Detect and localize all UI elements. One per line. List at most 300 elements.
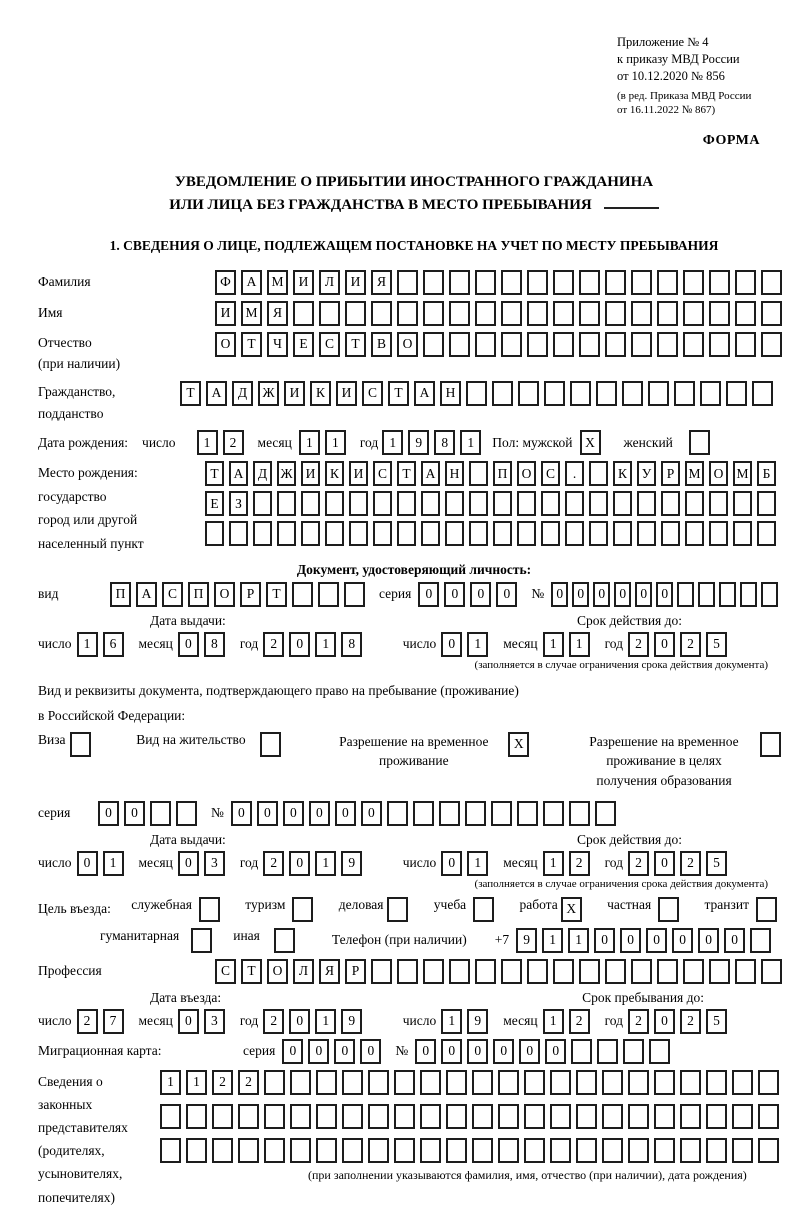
migration-series-boxes[interactable] [282, 1039, 386, 1064]
purpose-other-checkbox[interactable] [274, 928, 295, 953]
purpose-official-checkbox[interactable] [199, 897, 220, 922]
box-cell [368, 1104, 389, 1129]
box-cell [292, 582, 313, 607]
box-cell [446, 1138, 467, 1163]
phone-boxes[interactable] [516, 928, 776, 953]
box-cell [706, 1070, 727, 1095]
temp-residence-checkbox[interactable]: X [508, 732, 529, 757]
box-cell: Н [440, 381, 461, 406]
box-cell: 0 [178, 851, 199, 876]
box-cell: И [215, 301, 236, 326]
box-cell [186, 1138, 207, 1163]
purpose-humanitarian-checkbox[interactable] [191, 928, 212, 953]
box-cell: Т [388, 381, 409, 406]
box-cell: 9 [467, 1009, 488, 1034]
box-cell [709, 521, 728, 546]
surname-boxes[interactable] [215, 270, 787, 295]
birthdate-row [38, 430, 790, 455]
box-cell [757, 491, 776, 516]
issue-year-boxes[interactable] [263, 632, 367, 657]
temp-residence-edu-checkbox[interactable] [760, 732, 781, 757]
box-cell: 0 [656, 582, 673, 607]
box-cell [758, 1070, 779, 1095]
box-cell [501, 270, 522, 295]
identity-expiry-note: (заполняется в случае ограничения срока действия документа) [474, 658, 768, 671]
box-cell: 9 [408, 430, 429, 455]
visit-purpose-label: Цель въезда: [38, 901, 111, 917]
box-cell [761, 959, 782, 984]
box-cell: 1 [186, 1070, 207, 1095]
entry-year-boxes[interactable] [263, 1009, 367, 1034]
box-cell [318, 582, 339, 607]
page-title [38, 171, 790, 218]
box-cell [761, 301, 782, 326]
box-cell: 0 [572, 582, 589, 607]
box-cell [732, 1138, 753, 1163]
box-cell [493, 521, 512, 546]
expiry-month-boxes[interactable] [543, 632, 595, 657]
box-cell: М [685, 461, 704, 486]
box-cell: 0 [178, 632, 199, 657]
box-cell: 0 [283, 801, 304, 826]
box-cell: О [517, 461, 536, 486]
box-cell [602, 1104, 623, 1129]
residence-expiry-year-boxes[interactable] [628, 851, 732, 876]
box-cell: М [267, 270, 288, 295]
box-cell [553, 270, 574, 295]
box-cell [371, 301, 392, 326]
box-cell [264, 1138, 285, 1163]
birth-year-boxes[interactable] [382, 430, 486, 455]
box-cell [757, 521, 776, 546]
box-cell [579, 301, 600, 326]
box-cell [501, 301, 522, 326]
box-cell [475, 270, 496, 295]
box-cell: 0 [444, 582, 465, 607]
residence-options-row [38, 732, 790, 791]
title-line2: ИЛИ ЛИЦА БЕЗ ГРАЖДАНСТВА В МЕСТО ПРЕБЫВАНИЯ [169, 197, 592, 214]
box-cell [589, 491, 608, 516]
residence-series-boxes[interactable] [98, 801, 202, 826]
residence-expiry-day-boxes[interactable] [441, 851, 493, 876]
box-cell [680, 1104, 701, 1129]
box-cell [596, 381, 617, 406]
box-cell [570, 381, 591, 406]
box-cell: 0 [467, 1039, 488, 1064]
box-cell [421, 491, 440, 516]
residence-permit-checkbox[interactable] [260, 732, 281, 757]
box-cell: Т [241, 332, 262, 357]
identity-doc-heading: Документ, удостоверяющий личность: [296, 561, 532, 577]
box-cell: 1 [543, 851, 564, 876]
issue-month-boxes[interactable] [178, 632, 230, 657]
residence-number-boxes[interactable] [231, 801, 621, 826]
box-cell [733, 491, 752, 516]
box-cell [373, 521, 392, 546]
box-cell [524, 1138, 545, 1163]
box-cell [423, 270, 444, 295]
box-cell [735, 301, 756, 326]
box-cell: 9 [341, 1009, 362, 1034]
box-cell: П [188, 582, 209, 607]
legal-header [617, 34, 790, 117]
purpose-study-checkbox[interactable] [473, 897, 494, 922]
box-cell [654, 1104, 675, 1129]
birthplace-line1[interactable] [205, 461, 781, 486]
birthplace-line2[interactable] [205, 491, 781, 516]
residence-doc-intro1: Вид и реквизиты документа, подтверждающего право на пребывание (проживание) [38, 682, 519, 698]
box-cell: 0 [614, 582, 631, 607]
box-cell [602, 1070, 623, 1095]
box-cell: И [301, 461, 320, 486]
purpose-work: работа X [520, 897, 587, 922]
box-cell [553, 332, 574, 357]
box-cell: 0 [360, 1039, 381, 1064]
box-cell: А [229, 461, 248, 486]
box-cell: 3 [204, 1009, 225, 1034]
doc-type-boxes[interactable] [110, 582, 370, 607]
residence-issue-year-boxes[interactable] [263, 851, 367, 876]
box-cell: 0 [470, 582, 491, 607]
box-cell [524, 1104, 545, 1129]
profession-boxes[interactable] [215, 959, 787, 984]
box-cell: Т [241, 959, 262, 984]
box-cell [565, 521, 584, 546]
box-cell: Ж [258, 381, 279, 406]
purpose-work-checkbox[interactable]: X [561, 897, 582, 922]
box-cell: 1 [382, 430, 403, 455]
purpose-business: деловая [339, 897, 414, 922]
box-cell: 0 [309, 801, 330, 826]
box-cell [579, 959, 600, 984]
box-cell: 7 [103, 1009, 124, 1034]
box-cell [475, 959, 496, 984]
box-cell [527, 270, 548, 295]
box-cell: З [229, 491, 248, 516]
purpose-private-checkbox[interactable] [658, 897, 679, 922]
box-cell: 0 [672, 928, 693, 953]
birth-month-boxes[interactable] [299, 430, 351, 455]
box-cell: 0 [415, 1039, 436, 1064]
box-cell [553, 301, 574, 326]
birthplace-label: Место рождения: государство город или другой населенный пункт [38, 465, 144, 551]
box-cell: 0 [257, 801, 278, 826]
box-cell [524, 1070, 545, 1095]
box-cell [325, 521, 344, 546]
box-cell [368, 1070, 389, 1095]
box-cell [680, 1138, 701, 1163]
stay-month-boxes[interactable] [543, 1009, 595, 1034]
box-cell [527, 959, 548, 984]
box-cell [371, 959, 392, 984]
box-cell [631, 270, 652, 295]
box-cell: Е [293, 332, 314, 357]
legal-line: к приказу МВД России [617, 51, 740, 66]
box-cell [740, 582, 757, 607]
legal-subline: от 16.11.2022 № 867) [617, 103, 716, 116]
doc-number-boxes[interactable] [551, 582, 782, 607]
box-cell: В [371, 332, 392, 357]
box-cell [732, 1104, 753, 1129]
box-cell [706, 1104, 727, 1129]
box-cell: 0 [545, 1039, 566, 1064]
box-cell: 1 [315, 632, 336, 657]
representatives-line3[interactable] [160, 1138, 784, 1163]
year-label: год [359, 434, 379, 450]
box-cell [709, 270, 730, 295]
purpose-transit: транзит [704, 897, 782, 922]
box-cell [761, 332, 782, 357]
issue-day-boxes[interactable] [77, 632, 129, 657]
box-cell [527, 301, 548, 326]
box-cell [631, 959, 652, 984]
box-cell: 1 [568, 928, 589, 953]
box-cell: 0 [361, 801, 382, 826]
box-cell [628, 1070, 649, 1095]
box-cell: А [421, 461, 440, 486]
box-cell [613, 491, 632, 516]
box-cell: 0 [334, 1039, 355, 1064]
box-cell [733, 521, 752, 546]
residence-expiry-date: число 0 1 месяц 1 2 год 2 0 2 5 [403, 851, 742, 876]
box-cell [342, 1104, 363, 1129]
box-cell [446, 1070, 467, 1095]
box-cell [683, 301, 704, 326]
box-cell: Р [661, 461, 680, 486]
box-cell [423, 301, 444, 326]
purpose-official: служебная [131, 897, 225, 922]
box-cell [475, 301, 496, 326]
box-cell [420, 1138, 441, 1163]
box-cell [397, 959, 418, 984]
legal-subline: (в ред. Приказа МВД России [617, 89, 752, 102]
box-cell: 0 [724, 928, 745, 953]
patronymic-label: Отчество (при наличии) [38, 334, 121, 372]
box-cell [492, 381, 513, 406]
box-cell [501, 332, 522, 357]
representatives-row [38, 1070, 790, 1209]
box-cell [349, 521, 368, 546]
box-cell [150, 801, 171, 826]
box-cell: К [325, 461, 344, 486]
purpose-tourism-checkbox[interactable] [292, 897, 313, 922]
entry-day-boxes[interactable] [77, 1009, 129, 1034]
box-cell: Я [319, 959, 340, 984]
purpose-business-checkbox[interactable] [387, 897, 408, 922]
form-label: ФОРМА [702, 133, 760, 149]
purpose-tourism: туризм [245, 897, 318, 922]
box-cell: М [241, 301, 262, 326]
box-cell [160, 1104, 181, 1129]
box-cell: 2 [569, 851, 590, 876]
birth-day-boxes[interactable] [197, 430, 249, 455]
box-cell [472, 1138, 493, 1163]
residence-expiry-month-boxes[interactable] [543, 851, 595, 876]
box-cell [290, 1104, 311, 1129]
box-cell [449, 959, 470, 984]
box-cell [677, 582, 694, 607]
box-cell [469, 491, 488, 516]
box-cell: 1 [315, 1009, 336, 1034]
box-cell: 2 [569, 1009, 590, 1034]
box-cell [293, 301, 314, 326]
box-cell [602, 1138, 623, 1163]
visa-checkbox[interactable] [70, 732, 91, 757]
box-cell: 1 [569, 632, 590, 657]
box-cell [576, 1104, 597, 1129]
box-cell: И [349, 461, 368, 486]
entry-date-headings: Дата въезда: Срок пребывания до: [150, 989, 704, 1005]
gender-male-checkbox[interactable]: X [580, 430, 601, 455]
box-cell [541, 491, 560, 516]
title-line1: УВЕДОМЛЕНИЕ О ПРИБЫТИИ ИНОСТРАННОГО ГРАЖДАНИНА [174, 174, 654, 191]
box-cell: 1 [299, 430, 320, 455]
box-cell [498, 1104, 519, 1129]
box-cell: 0 [654, 851, 675, 876]
purpose-humanitarian: гуманитарная [100, 928, 217, 953]
entry-month-boxes[interactable] [178, 1009, 230, 1034]
box-cell [301, 491, 320, 516]
stay-year-boxes[interactable] [628, 1009, 732, 1034]
patronymic-boxes[interactable] [215, 332, 787, 357]
box-cell [472, 1104, 493, 1129]
expiry-date-heading: Срок действия до: [577, 612, 682, 628]
profession-row [38, 959, 790, 984]
entry-date: число 2 7 месяц 0 3 год 2 0 1 9 [38, 1009, 377, 1034]
box-cell [661, 521, 680, 546]
box-cell [709, 491, 728, 516]
expiry-day-boxes[interactable] [441, 632, 493, 657]
box-cell: И [336, 381, 357, 406]
box-cell: 0 [654, 1009, 675, 1034]
box-cell: 1 [325, 430, 346, 455]
residence-issue-month-boxes[interactable] [178, 851, 230, 876]
box-cell [316, 1138, 337, 1163]
box-cell: У [637, 461, 656, 486]
box-cell [397, 491, 416, 516]
box-cell [758, 1138, 779, 1163]
residence-issue-day-boxes[interactable] [77, 851, 129, 876]
box-cell [397, 270, 418, 295]
expiry-year-boxes[interactable] [628, 632, 732, 657]
box-cell [579, 332, 600, 357]
box-cell [637, 491, 656, 516]
surname-label: Фамилия [38, 274, 91, 290]
box-cell [571, 1039, 592, 1064]
box-cell [449, 332, 470, 357]
box-cell [576, 1138, 597, 1163]
box-cell [527, 332, 548, 357]
box-cell: И [293, 270, 314, 295]
box-cell [761, 582, 778, 607]
box-cell: 1 [467, 851, 488, 876]
box-cell: Я [371, 270, 392, 295]
box-cell: 2 [628, 851, 649, 876]
box-cell: 8 [434, 430, 455, 455]
box-cell [342, 1138, 363, 1163]
box-cell [735, 332, 756, 357]
box-cell: 2 [680, 632, 701, 657]
box-cell: Д [232, 381, 253, 406]
box-cell [449, 270, 470, 295]
visit-purpose-row2 [38, 928, 790, 953]
box-cell: 0 [289, 632, 310, 657]
box-cell: О [709, 461, 728, 486]
givenname-label: Имя [38, 305, 63, 321]
box-cell [597, 1039, 618, 1064]
box-cell: 1 [542, 928, 563, 953]
box-cell: Н [445, 461, 464, 486]
box-cell [709, 301, 730, 326]
representatives-line1[interactable] [160, 1070, 784, 1095]
box-cell: 0 [289, 1009, 310, 1034]
box-cell: С [215, 959, 236, 984]
box-cell: 0 [441, 851, 462, 876]
box-cell: 0 [231, 801, 252, 826]
migration-number-boxes[interactable] [415, 1039, 675, 1064]
purpose-private: частная [607, 897, 684, 922]
box-cell [501, 959, 522, 984]
box-cell: 9 [341, 851, 362, 876]
box-cell [735, 270, 756, 295]
box-cell [342, 1070, 363, 1095]
doc-series-boxes[interactable] [418, 582, 522, 607]
box-cell [445, 521, 464, 546]
box-cell: 6 [103, 632, 124, 657]
citizenship-label: Гражданство, подданство [38, 383, 116, 421]
box-cell [605, 959, 626, 984]
representatives-line2[interactable] [160, 1104, 784, 1129]
box-cell [579, 270, 600, 295]
box-cell [368, 1138, 389, 1163]
box-cell [421, 521, 440, 546]
box-cell [264, 1070, 285, 1095]
box-cell: 2 [628, 632, 649, 657]
visit-purpose-row [38, 897, 790, 922]
stay-day-boxes[interactable] [441, 1009, 493, 1034]
identity-doc-row [38, 582, 790, 607]
box-cell: 3 [204, 851, 225, 876]
box-cell [446, 1104, 467, 1129]
birthplace-line3[interactable] [205, 521, 781, 546]
box-cell [491, 801, 512, 826]
box-cell: 2 [223, 430, 244, 455]
purpose-transit-checkbox[interactable] [756, 897, 777, 922]
box-cell [277, 491, 296, 516]
givenname-boxes[interactable] [215, 301, 787, 326]
box-cell [569, 801, 590, 826]
box-cell [613, 521, 632, 546]
box-cell [290, 1070, 311, 1095]
box-cell: С [541, 461, 560, 486]
box-cell [576, 1070, 597, 1095]
box-cell [698, 582, 715, 607]
box-cell: 0 [98, 801, 119, 826]
section1-heading: 1. СВЕДЕНИЯ О ЛИЦЕ, ПОДЛЕЖАЩЕМ ПОСТАНОВКЕ НА УЧЕТ ПО МЕСТУ ПРЕБЫВАНИЯ [109, 237, 719, 253]
box-cell [439, 801, 460, 826]
box-cell [683, 959, 704, 984]
citizenship-boxes[interactable] [180, 381, 778, 406]
gender-male-label: Пол: мужской [492, 434, 573, 450]
gender-female-checkbox[interactable] [689, 430, 710, 455]
residence-permit-option: Вид на жительство [136, 732, 285, 757]
box-cell [553, 959, 574, 984]
box-cell: А [241, 270, 262, 295]
box-cell [517, 801, 538, 826]
box-cell [700, 381, 721, 406]
box-cell [589, 521, 608, 546]
box-cell [752, 381, 773, 406]
